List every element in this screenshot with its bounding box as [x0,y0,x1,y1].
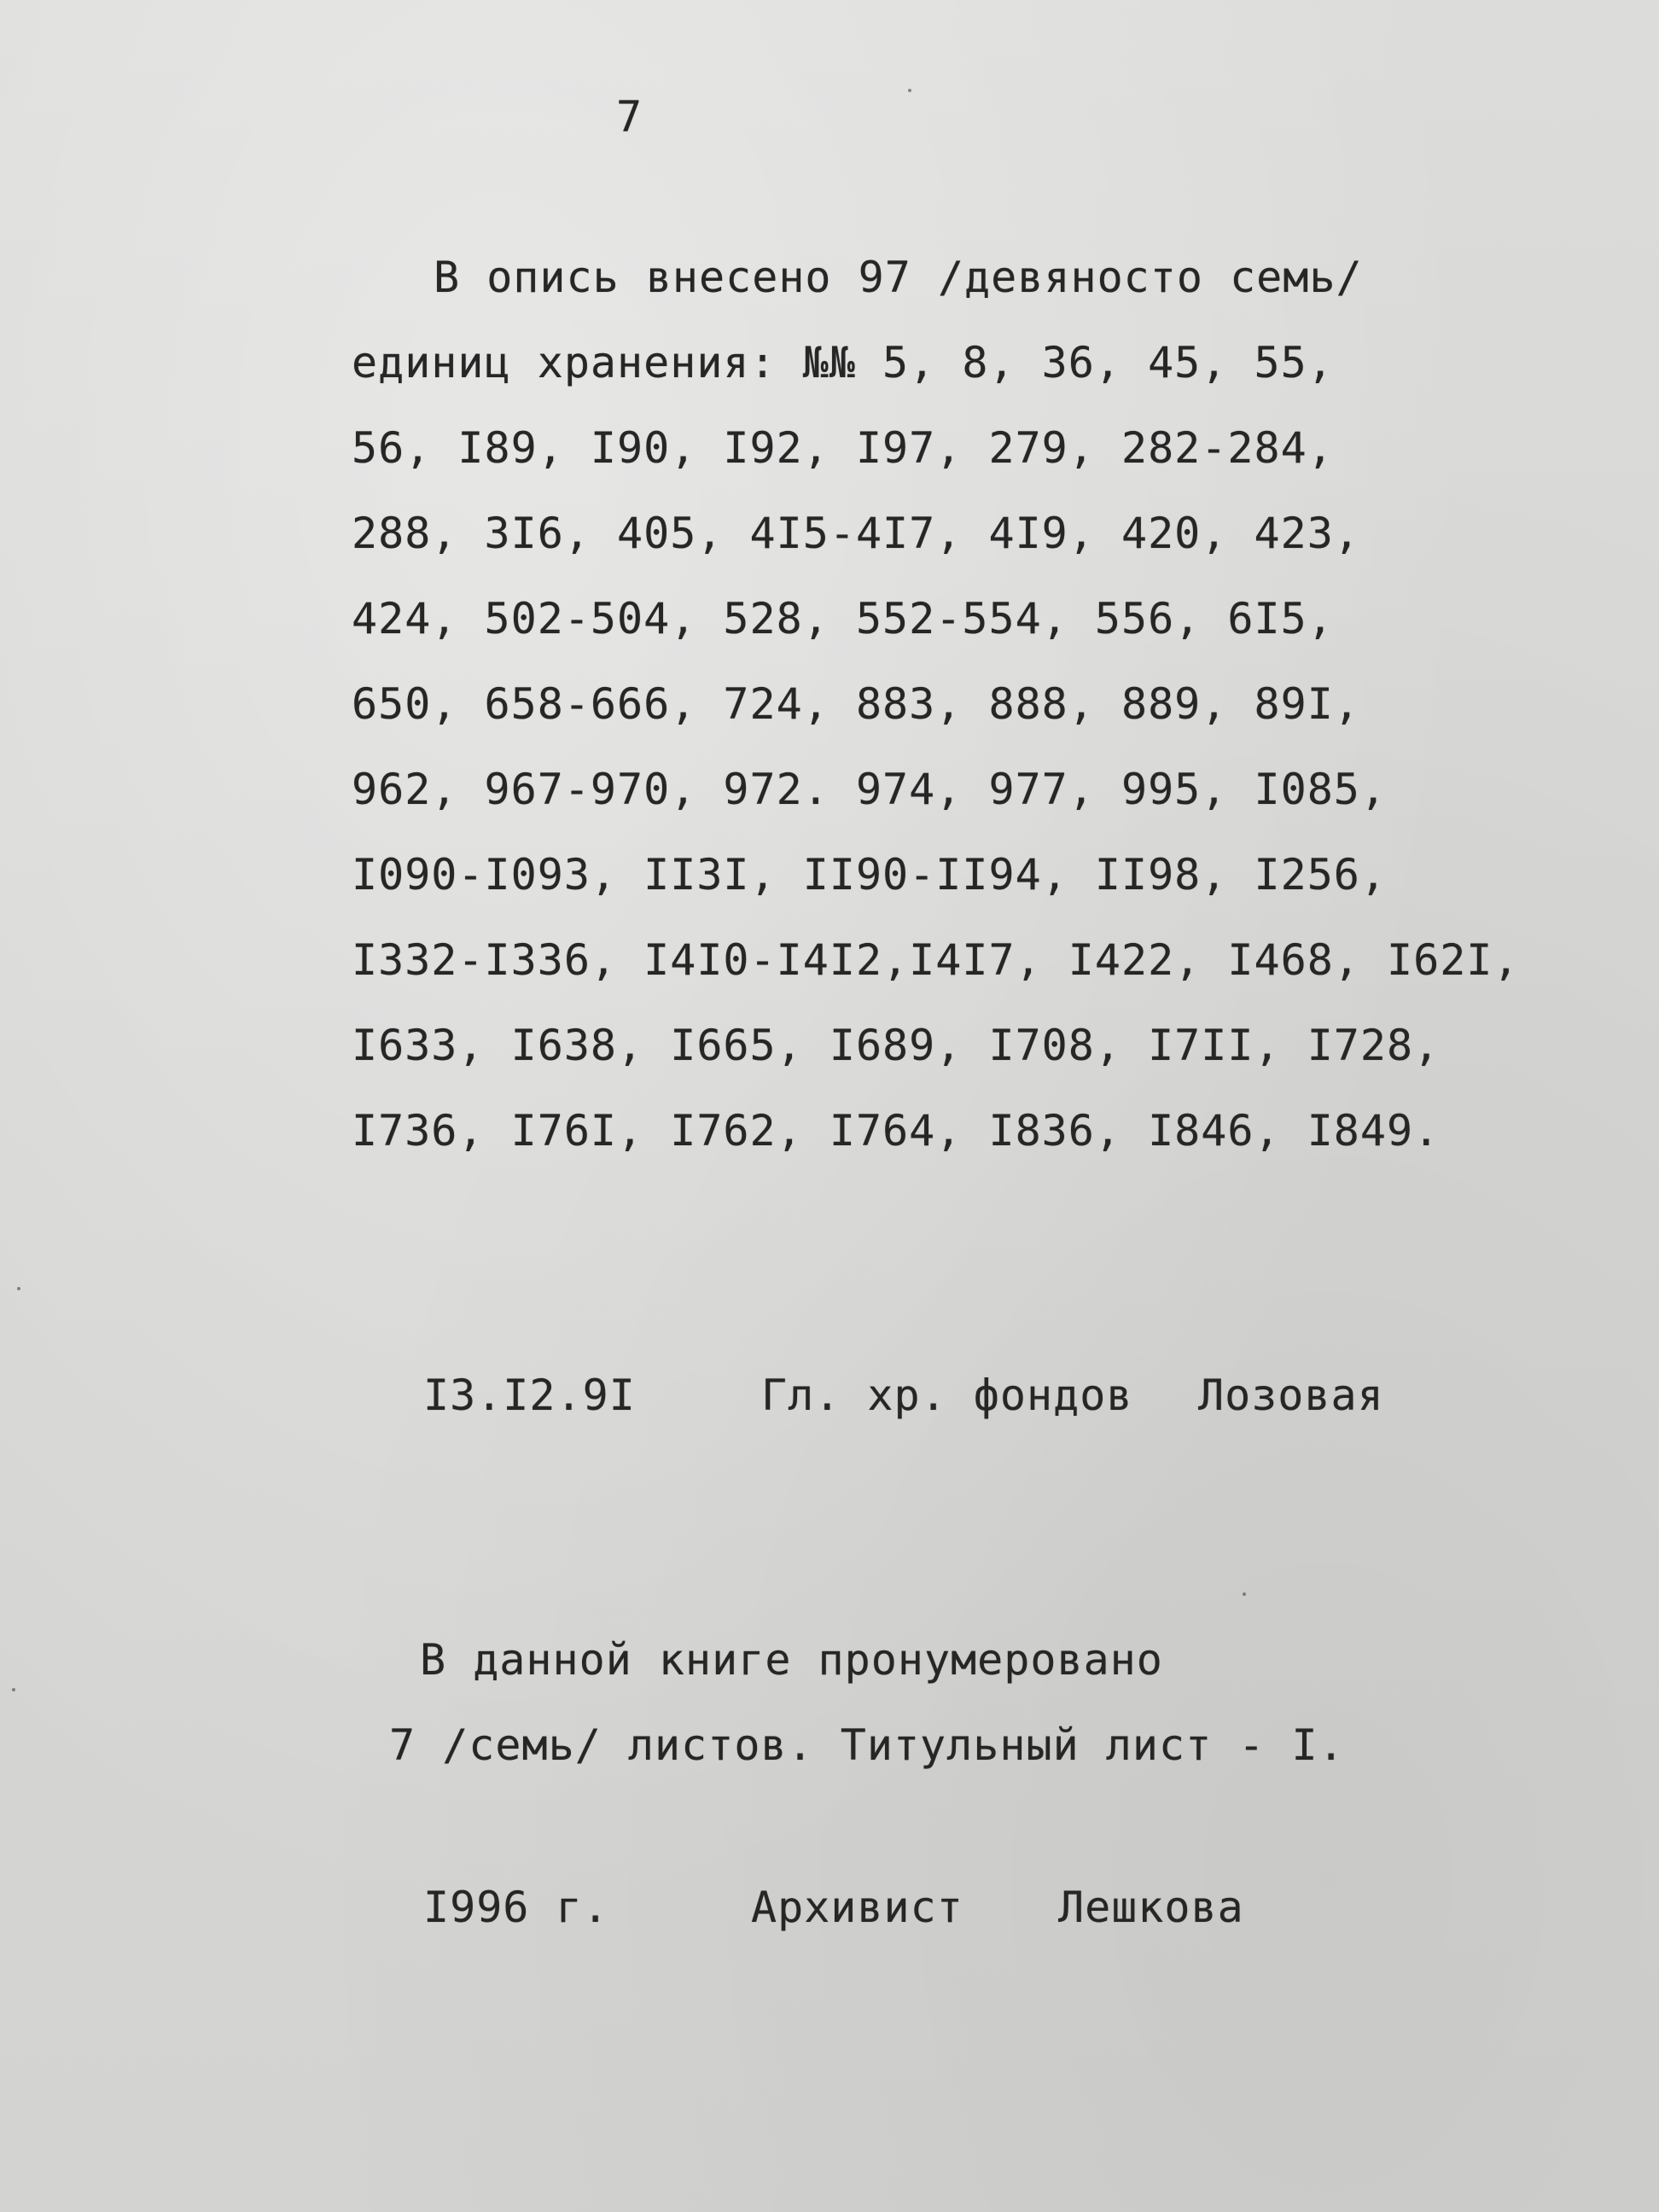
inventory-line: 962, 967-970, 972. 974, 977, 995, I085, [352,765,1387,814]
inventory-list [352,253,1520,1195]
paper-speck [12,1688,15,1691]
inventory-line: 650, 658-666, 724, 883, 888, 889, 89I, [352,679,1360,729]
page-number: 7 [616,92,643,142]
inventory-line: I332-I336, I4I0-I4I2,I4I7, I422, I468, I62I, [352,935,1520,985]
book-note-line-2: 7 /семь/ листов. Титульный лист - I. [389,1720,1345,1770]
signoff-position: Архивист [751,1883,963,1932]
book-note-line-1: В данной книге пронумеровано [420,1635,1163,1685]
paper-speck [17,1287,20,1290]
signoff-date: I3.I2.9I [423,1371,636,1420]
paper-speck [1243,1592,1246,1596]
signoff-name: Лешкова [1058,1883,1244,1932]
inventory-line: единиц хранения: №№ 5, 8, 36, 45, 55, [352,338,1334,387]
inventory-line: I736, I76I, I762, I764, I836, I846, I849. [352,1106,1441,1155]
inventory-line: 288, 3I6, 405, 4I5-4I7, 4I9, 420, 423, [352,509,1360,558]
inventory-line: 424, 502-504, 528, 552-554, 556, 6I5, [352,594,1334,643]
signoff-position: Гл. хр. фондов [761,1371,1133,1420]
inventory-line: I090-I093, II3I, II90-II94, II98, I256, [352,850,1387,899]
inventory-line: I633, I638, I665, I689, I708, I7II, I728, [352,1021,1441,1070]
inventory-line: В опись внесено 97 /девяносто семь/ [434,253,1363,302]
signoff-year: I996 г. [423,1883,609,1932]
inventory-line: 56, I89, I90, I92, I97, 279, 282-284, [352,423,1334,473]
paper-speck [908,89,911,92]
signoff-name: Лозовая [1198,1371,1384,1420]
